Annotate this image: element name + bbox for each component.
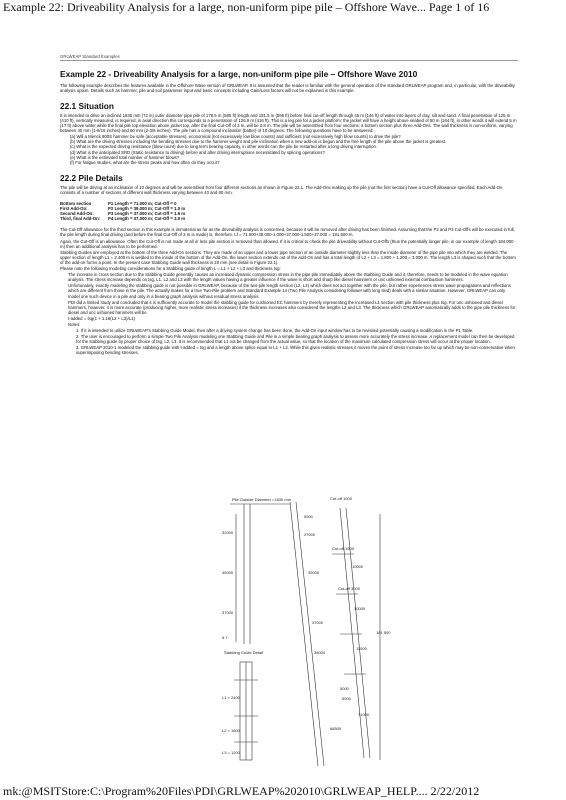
dim-label: 68500 [330,726,342,731]
inclined-pile [296,502,324,766]
question-list [70,134,518,165]
inclined-pile [290,502,318,766]
dim-label: 5000 [304,514,313,519]
modeling-paragraph: Unfortunately, exactly modeling the stabbing guide is not possible in GRLWEAP, because of the two-pile length section (L2, L3) which does not act together with the pile, but rather experiences stress wave propagations and reflections which are different from those in the pile. The actually makes for a true Two-Pile problem and Standard Example 14 (Two Pile Analysis considering follower with long sled) deals with a similar situation. However, GRLWEAP can only model one such device in a pile and only in a bearing graph analysis without residual stress analysis. [68,283,511,299]
section-title-pile-details: 22.2 Pile Details [60,172,123,183]
pile-figure [220,494,400,772]
pile-details-paragraph: The pile will be driving at an inclination of 10 degrees and will be assembled from four different sections as shown in Figure 22.1. The Add-Ons making up the pile (not the first section) have a Cut-Off allowance specified. Each Add-On consists of a number of sections of different wall thickness varying between 40 and 60 mm. [60,184,503,195]
modeling-paragraph: PDI did a limited study and concluded that it is sufficiently accurate to model the stabbing guide for cushioned EC hammers by merely representing the increased L1 section with pile thickness plus tsg. For unc ushioned and diesel hammers, however, it is more accurate (producing higher, more realistic stress increases) if the thickness increases also considered the lengths L2 and L3. The thickness which GRLWEAP automatically adds to the pipe pile thickness for diesel and unc ushioned hammers will be [68,299,516,315]
browser-print-header: Example 22: Driveability Analysis for a large, non-uniform pipe pile – Offshore Wave... Page 1 of 16 [3,0,490,14]
dim-label: 45000 [222,570,234,575]
section-row: Bottom section P1 Length = 71.000 m; Cut-Off = 0 [60,201,177,206]
question-item: (e) What is the estimated total number of hammer blows? [70,154,180,160]
modeling-paragraph: The increase in cross section due to the Stabbing Guide generally causes an increased dynamic compression stress in the pipe pile immediately above the Stabbing Guide and it, therefore, needs to be modeled in the wave equation analysis. The stress increase depends on tsg, L1, L2 and L3 with the length values having a greater influence if the wave is short and sharp like diesel hammers or unc ushioned external combustion hammers. [68,272,508,283]
dim-label: 71000 [358,712,370,717]
dim-label: 10000 [354,606,366,611]
formula: t-added = tsg(1 + 1.16(L2 + L3)/L1) [68,315,136,321]
cutoff-label: Cut-off 1500 [332,546,354,551]
l2-label: L2 = 1800 [222,728,240,733]
detail-label: Stabbing Guide Detail [224,650,263,655]
pile-od-label: Pile Outside Diameter =1830 mm [232,497,292,502]
note-item: 3. GRLWEAP 2010-1 modeled the stabbing guide with t-added = tsg and a length above splice equal to L1 + L2. While this gives realistic stresses it moves the point of stress increase too far up which may be non-conservative when superimposing bending stresses. [76,345,515,356]
intro-paragraph: The following example describes the features available in the Offshore Wave version of GRLWEAP. It is assumed that the reader is familiar with the general operation of the standard GRLWEAP program and, in particular, with the driveability analysis option. Details such as hammer, pile and soil parameter input and basic concepts including Gain/Loss factors will not be explained in this example. [60,82,515,93]
dim-label: 10000 [352,564,364,569]
question-item: (c) What is the expected driving resistance (blow count) due to long term bearing capacity, in other words can the pile be restarted after a long driving interruption. [70,144,378,150]
browser-print-footer: mk:@MSITStore:C:\Program%20Files\PDI\GRLWEAP%202010\GRLWEAP_HELP.... 2/22/2012 [3,784,480,798]
document-body [60,54,518,357]
cutoff-label: Cut-off 3000 [338,586,360,591]
question-item: (d) What is the anticipated SRD (Static resistance to driving) before and after driving interruptions necessitated by splicing operations? [70,149,325,155]
dim-label: 38000 [314,650,326,655]
doc-header: GRLWEAP Standard Examples [60,54,518,61]
cutoff-label: Cut-off 1000 [330,496,352,501]
modeling-intro: Please note the following modeling considerations for a Stabbing guide of length L = L1 + L2 + L3 and thickness tsg: [60,266,281,272]
dim-label: 5.7 [222,635,228,640]
stabbing-guide-paragraph: Stabbing Guides are employed at the bottom of the three Add-On sections. They are made of an upper and a lower pipe section of an outside diameter slightly less than the inside diameter of the pipe pile into which they are welded. The upper section of length L1 = 2.400 m is welded to the inside of the bottom of the Add-On, the lower section extends out of the Add-On and has a total length of L2 + L3 = 1.800 + 1.200 = 3.000 m. The length L3 is shaped such that the bottom of the add-on forms a point. In the present case Stabbing Guide wall thickness is 20 mm (see detail in Figure 22.1). [60,249,516,265]
question-item: (f) For fatigue studies, what are the stress peaks and how often do they occur? [70,159,220,165]
section-row: Third, final Add-On: P4 Length = 37.000 m; Cut-Off = 3.0 m [60,216,186,222]
dim-label: 32000 [222,530,234,535]
dim-label: 37000 [222,610,234,615]
dim-label: 11000 [356,646,367,651]
dim-label: 27000 [304,532,316,537]
dim-label: 5000 [340,686,349,691]
section-title-situation: 22.1 Situation [60,100,114,111]
cutoff-paragraph: The Cut-Off allowance for the third section in this example is immaterial as far as the driveability analysis is concerned, because it will be removed after driving has been finished. Assuming that the P2 and P3 Cut-Offs will be executed in full, the pile length during final driving (and before the final Cut-Off of 3 m is made) is, therefore, Lf = 71.000+39.000-1.000+37.000-1.500+37.000 = 181.500 m. [60,227,515,238]
situation-paragraph: It is intended to drive an inclined 1830 mm (72 in) outer diameter pipe pile of 178.5 m (585 ft) length and 181.5 m (595 ft) before final cut-off length through 45 m (146 ft) of water into layers of clay, silt and sand. A final penetration of 125 m (410 ft), vertically measured, is required, in axial direction this corresponds to a penetration of 126.9 m (416 ft). This is a leg pile for a jacket platform; the jacket will have a height above seabed of 50 m (164 ft), in other words it will extend 5 m (17 ft) above water while the final pile top elevation above jacket top, after the final Cut-Off of 3 m, will be 0.8 m. The pile will be assembled from four sections: a bottom section plus three Add-Ons. The wall thickness is non-uniform, varying between 40 mm (1-9/16 inches) and 60 mm (2-3/8 inches). The pile has a compound inclination (batter) of 10 degrees. The following questions have to be answered: [60,112,517,134]
section-row: Second Add-On: P3 Length = 37.000 m; Cut-Off = 1.5 m [60,211,186,217]
note-item: 2. The user is encouraged to perform a simple Two Pile Analysis modeling one Stabbing Guide and Pile in a simple bearing graph analysis to assess more accurately the stress increase. A replacement model can then be developed for the stabbing guide by proper choice of tsg, L2, L3. It is recommended that L1 not be changed from the actual value, so that the location of the maximum calculated compression stress will occur at the proper location. [76,334,515,345]
cutoff-allowance-paragraph: Again, the Cut-Off is an allowance. Often the Cut-Off is not made at all or less pile section is removed than allowed. If it is critical to check the pile driveability without Cut-Offs (thus the potentially longer pile, in our example of length 184.000 m) then an additional analysis has to be performed. [60,238,514,249]
l1-label: L1 = 2400 [222,695,240,700]
note-item: 1. If it is intended to utilize GRLWEAP's Stabbing Guide Model, then after a driving system change has been done, the Add-On input window has to be revisited potentially causing a modification in the P1 Table. [76,328,474,334]
l3-label: L3 = 1200 [222,750,240,755]
question-item: (b) What are the driving stresses including the bending stresses due to the hammer weight and pile inclination when a new add-on is begun and the free length of the pile above the jacket is greatest. [70,139,447,145]
section-list [60,201,518,221]
section-row: First Add-On: P2 Length = 39.000 m; Cut-Off = 1.0 m [60,206,186,212]
notes-label: Notes: [68,321,81,327]
dim-label: 5000 [342,696,351,701]
question-item: (a) Will a Menck 800S hammer be safe (acceptable stresses), economical (not excessively low blow counts) and sufficient (not excessively high blow counts) to drive the pile? [70,134,401,140]
page-title: Example 22 - Driveability Analysis for a large, non-uniform pipe pile – Offshore Wave 2010 [60,69,418,80]
dim-label: 39000 [308,570,320,575]
dim-label: 181 500 [376,630,391,635]
dim-label: 37000 [312,620,324,625]
